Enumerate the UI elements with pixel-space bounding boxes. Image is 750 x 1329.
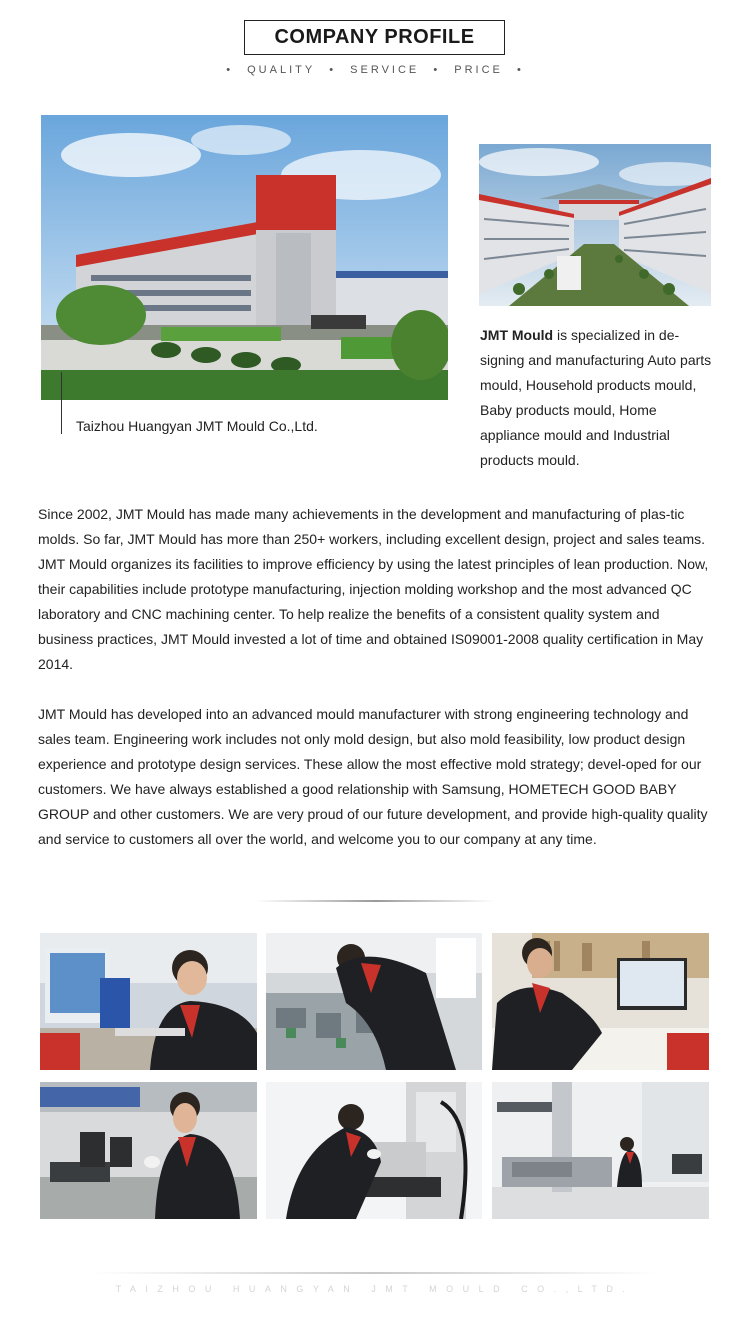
courtyard-photo [479, 144, 711, 306]
tagline-price: PRICE [454, 64, 503, 76]
tagline-dot: • [226, 64, 234, 76]
footer-divider [90, 1272, 660, 1274]
workshop-photo-inspection [40, 1082, 257, 1219]
development-paragraph: JMT Mould has developed into an advanced mould manufacturer with strong engineering technology and sales team. Engineering work includes not only mold design, but also mold feasibility, low product design experience and prototype design services. These allow the most effective mold strategy; devel-oped for our customers. We have always established a good relationship with Samsung, HOMETECH GOOD BABY GROUP and other customers. We are very proud of our future development, and provide high-quality quality and service to customers all over the world, and welcome you to our company at any time. [38, 706, 708, 847]
tagline [0, 64, 750, 76]
tagline-dot: • [516, 64, 524, 76]
workshop-photo-designer [40, 933, 257, 1070]
intro-description: is specialized in de-signing and manufacturing Auto parts mould, Household products mould, Baby products mould, Home appliance mould and Industrial products mould. [480, 327, 712, 468]
workshop-photo-office [492, 933, 709, 1070]
page-title: COMPANY PROFILE [244, 20, 505, 55]
tagline-quality: QUALITY [247, 64, 316, 76]
section-divider [255, 900, 495, 902]
photo-caption: Taizhou Huangyan JMT Mould Co.,Ltd. [76, 418, 318, 434]
intro-text [480, 323, 720, 473]
factory-photo [41, 115, 448, 400]
footer-company-name: TAIZHOU HUANGYAN JMT MOULD CO.,LTD. [115, 1284, 635, 1294]
tagline-dot: • [433, 64, 441, 76]
tagline-service: SERVICE [350, 64, 420, 76]
workshop-photo-assembly [266, 933, 482, 1070]
brand-name: JMT Mould [480, 327, 554, 343]
history-paragraph: Since 2002, JMT Mould has made many achievements in the development and manufacturing of plas-tic molds. So far, JMT Mould has more than 250+ workers, including excellent design, project and sales teams. JMT Mould organizes its facilities to improve efficiency by using the latest principles of lean production. Now, their capabilities include prototype manufacturing, injection molding workshop and the most advanced QC laboratory and CNC machining center. To help realize the benefits of a consistent quality system and business practices, JMT Mould invested a lot of time and obtained IS09001-2008 quality certification in May 2014. [38, 506, 709, 672]
caption-rule [61, 372, 62, 434]
workshop-photo-machining [266, 1082, 482, 1219]
workshop-photo-qc-lab [492, 1082, 709, 1219]
tagline-dot: • [329, 64, 337, 76]
